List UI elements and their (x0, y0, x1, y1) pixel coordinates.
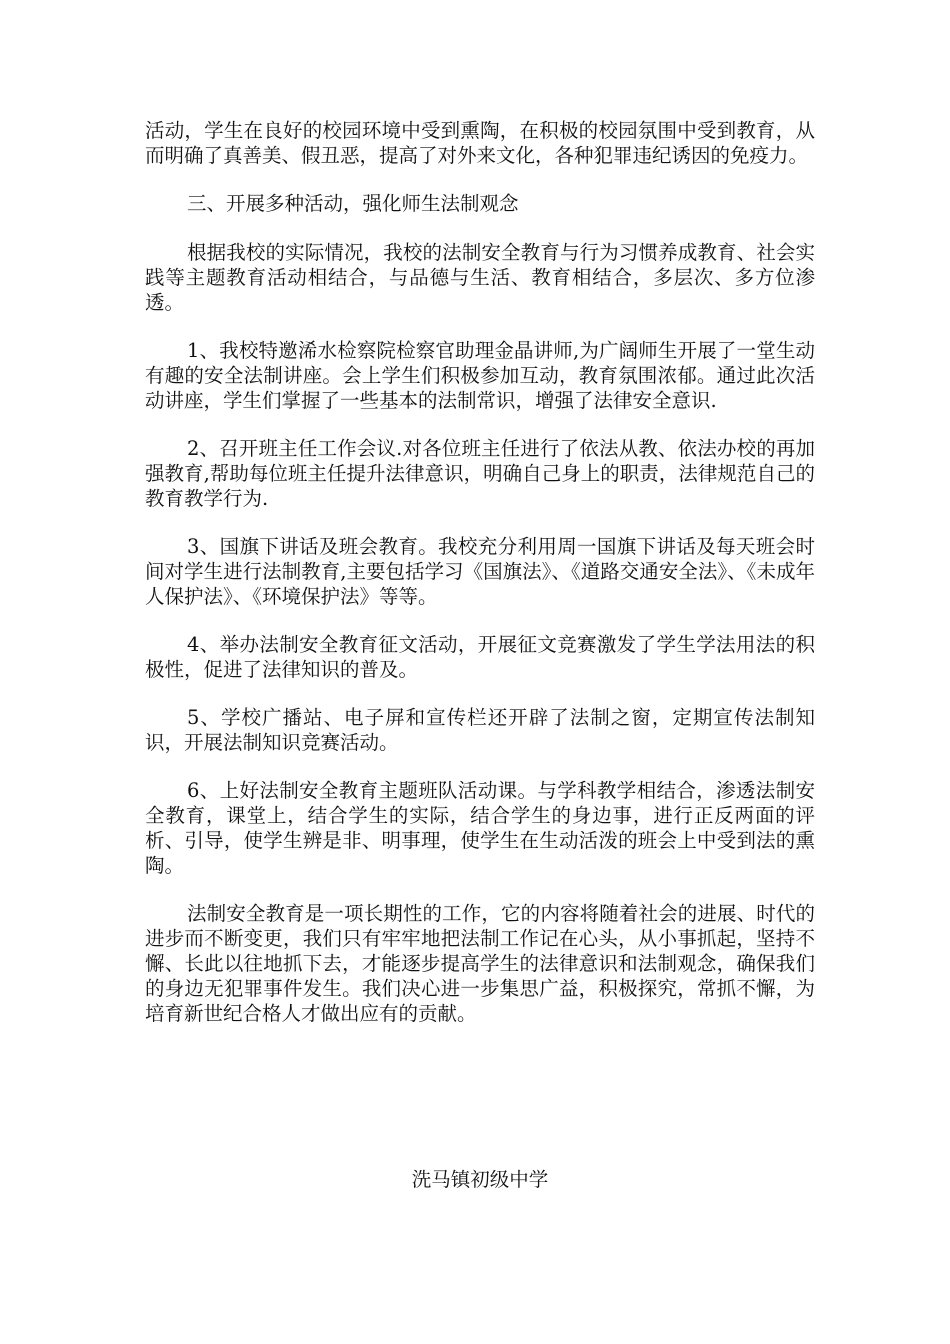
document-body (145, 118, 815, 1049)
paragraph-item-5: 5、学校广播站、电子屏和宣传栏还开辟了法制之窗，定期宣传法制知识，开展法制知识竞赛活动。 (145, 706, 815, 754)
paragraph-item-1: 1、我校特邀浠水检察院检察官助理金晶讲师,为广阔师生开展了一堂生动有趣的安全法制讲座。会上学生们积极参加互动，教育氛围浓郁。通过此次活动讲座，学生们掌握了一些基本的法制常识，增强了法律安全意识. (145, 339, 815, 412)
paragraph-item-4: 4、举办法制安全教育征文活动，开展征文竞赛激发了学生学法用法的积极性，促进了法律知识的普及。 (145, 633, 815, 681)
paragraph-item-6: 6、上好法制安全教育主题班队活动课。与学科教学相结合，渗透法制安全教育，课堂上，结合学生的实际，结合学生的身边事，进行正反两面的评析、引导，使学生辨是非、明事理，使学生在生动活泼的班会上中受到法的熏陶。 (145, 779, 815, 877)
paragraph-item-2: 2、召开班主任工作会议.对各位班主任进行了依法从教、依法办校的再加强教育,帮助每位班主任提升法律意识，明确自己身上的职责，法律规范自己的教育教学行为. (145, 437, 815, 510)
paragraph-conclusion: 法制安全教育是一项长期性的工作，它的内容将随着社会的进展、时代的进步而不断变更，我们只有牢牢地把法制工作记在心头，从小事抓起，坚持不懈、长此以往地抓下去，才能逐步提高学生的法律意识和法制观念，确保我们的身边无犯罪事件发生。我们决心进一步集思广益，积极探究，常抓不懈，为培育新世纪合格人才做出应有的贡献。 (145, 902, 815, 1025)
signature: 洗马镇初级中学 (411, 1168, 549, 1191)
paragraph-item-3: 3、国旗下讲话及班会教育。我校充分利用周一国旗下讲话及每天班会时间对学生进行法制教育,主要包括学习《国旗法》、《道路交通安全法》、《未成年人保护法》、《环境保护法》等等。 (145, 535, 815, 608)
paragraph-continuation: 活动，学生在良好的校园环境中受到熏陶，在积极的校园氛围中受到教育，从而明确了真善美、假丑恶，提高了对外来文化，各种犯罪违纪诱因的免疫力。 (145, 119, 815, 167)
paragraph-intro: 根据我校的实际情况，我校的法制安全教育与行为习惯养成教育、社会实践等主题教育活动相结合，与品德与生活、教育相结合，多层次、多方位渗透。 (145, 241, 815, 314)
section-heading: 三、开展多种活动，强化师生法制观念 (187, 192, 519, 215)
